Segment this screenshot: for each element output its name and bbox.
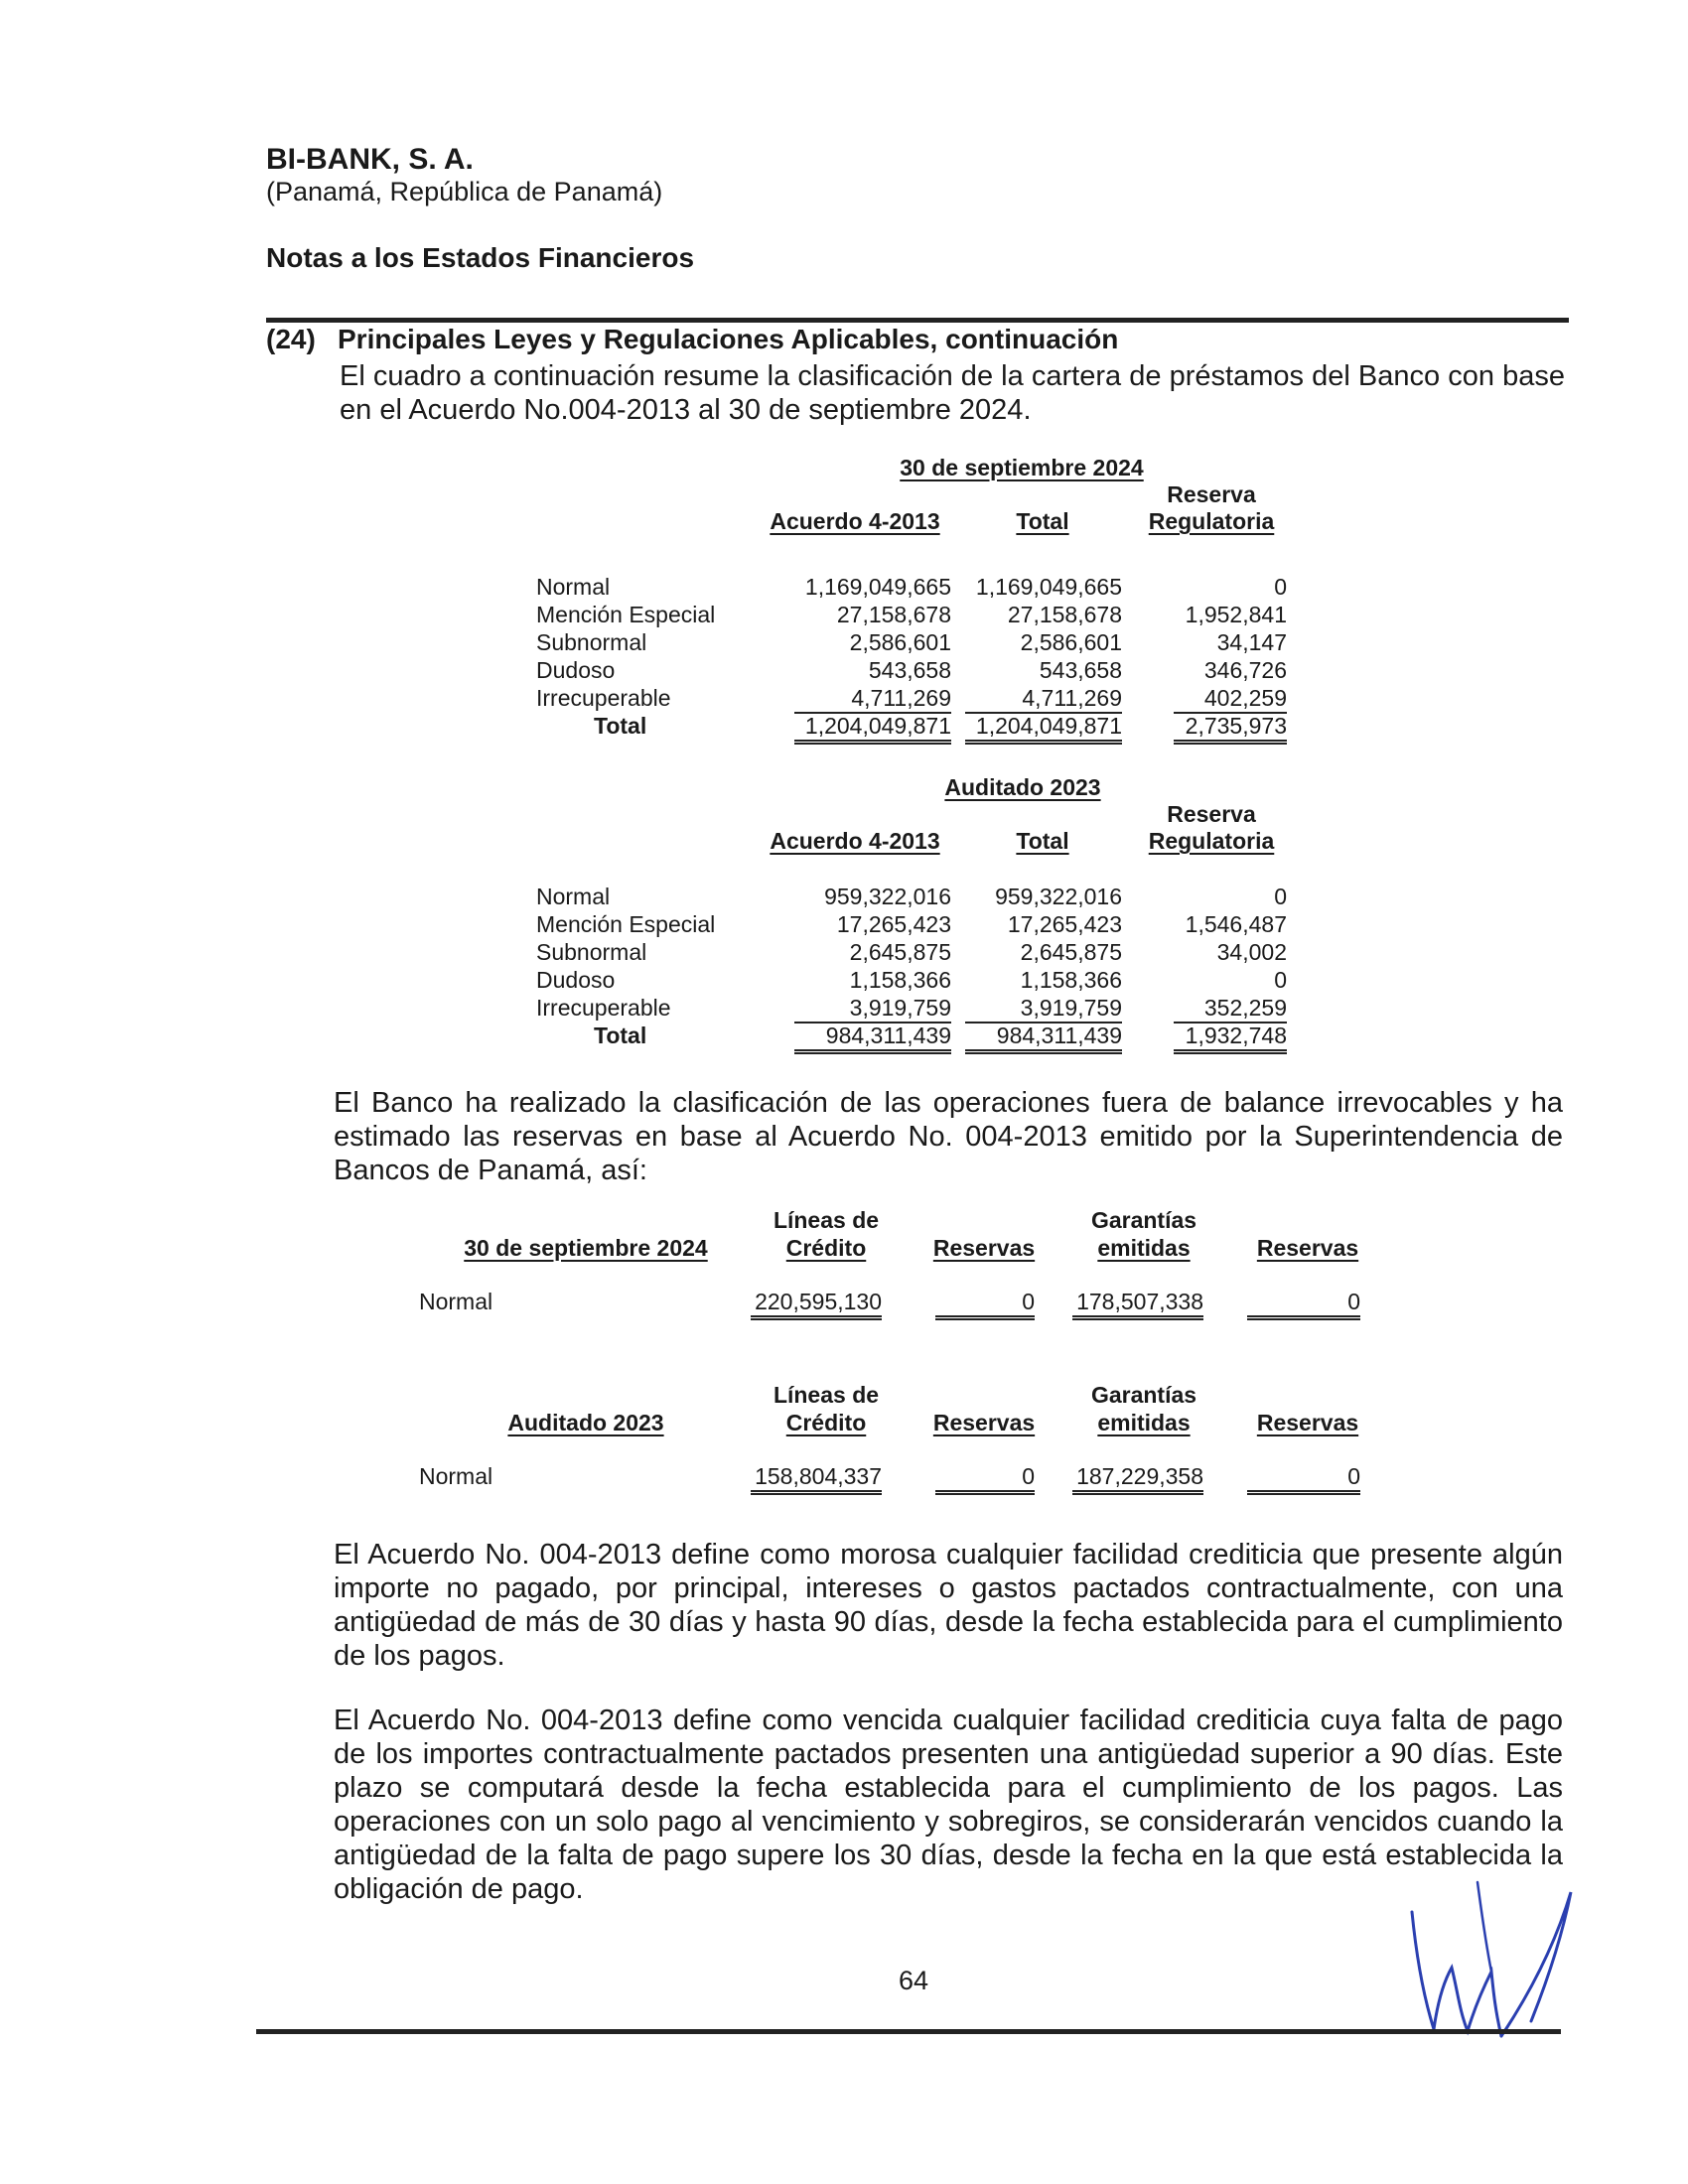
table1-row-acuerdo: 2,586,601	[849, 629, 951, 655]
table4-lineas-line1: Líneas de	[773, 1382, 880, 1408]
table1-row-reserva: 402,259	[1174, 685, 1287, 714]
table2-total-label: Total	[594, 1023, 647, 1048]
notes-title: Notas a los Estados Financieros	[266, 242, 695, 273]
table3-reservas-header: Reservas	[932, 1235, 1036, 1261]
table2-col3-line1: Reserva	[1167, 801, 1256, 827]
table1-row-reserva: 346,726	[1203, 657, 1287, 683]
footer-rule	[256, 2029, 1561, 2034]
table2-row-total: 17,265,423	[1007, 911, 1122, 937]
table3-reservas2-header: Reservas	[1256, 1235, 1359, 1261]
table1-row-label: Dudoso	[536, 657, 616, 683]
table2-row-acuerdo: 959,322,016	[824, 884, 951, 909]
table2-period: Auditado 2023	[944, 774, 1101, 800]
table4-row-garantias: 187,229,358	[1072, 1463, 1203, 1495]
table2-row-label: Normal	[536, 884, 611, 909]
table4-lineas-line2: Crédito	[785, 1410, 867, 1435]
table3-garantias-line2: emitidas	[1097, 1235, 1191, 1261]
table4-reservas2-header: Reservas	[1256, 1410, 1359, 1435]
table1-row-reserva: 0	[1274, 574, 1287, 600]
table2-row-label: Subnormal	[536, 939, 647, 965]
intro-paragraph: El cuadro a continuación resume la clasificación de la cartera de préstamos del Banco con base en el Acuerdo No.004-2013 al 30 de septiembre 2024.	[340, 360, 1565, 426]
table1-row-reserva: 1,952,841	[1185, 602, 1287, 627]
table4-garantias-line1: Garantías	[1090, 1382, 1197, 1408]
table1-total-total: 1,204,049,871	[965, 713, 1122, 745]
table3-row-garantias: 178,507,338	[1072, 1289, 1203, 1320]
table4-period: Auditado 2023	[507, 1410, 664, 1435]
table1-row-total: 1,169,049,665	[975, 574, 1122, 600]
table1-row-acuerdo: 1,169,049,665	[804, 574, 951, 600]
company-location: (Panamá, República de Panamá)	[266, 177, 663, 206]
table1-total-reserva: 2,735,973	[1174, 713, 1287, 745]
table1-col3-line2: Regulatoria	[1148, 508, 1275, 534]
table1-row-label: Subnormal	[536, 629, 647, 655]
table2-total-acuerdo: 984,311,439	[794, 1023, 951, 1054]
table2-total-reserva: 1,932,748	[1174, 1023, 1287, 1054]
table1-total-label: Total	[594, 713, 647, 739]
table1-row-acuerdo: 4,711,269	[794, 685, 951, 714]
table2-row-reserva: 0	[1274, 967, 1287, 993]
table3-row-reservas2: 0	[1247, 1289, 1360, 1320]
table2-col1-header: Acuerdo 4-2013	[770, 828, 940, 854]
table2-row-acuerdo: 17,265,423	[836, 911, 951, 937]
table2-row-total: 3,919,759	[965, 995, 1122, 1024]
table2-row-total: 1,158,366	[1020, 967, 1122, 993]
table2-row-acuerdo: 3,919,759	[794, 995, 951, 1024]
table2-row-reserva: 1,546,487	[1185, 911, 1287, 937]
page-number: 64	[898, 1966, 929, 1995]
table3-lineas-line1: Líneas de	[773, 1207, 880, 1233]
table1-row-total: 27,158,678	[1007, 602, 1122, 627]
table2-total-total: 984,311,439	[965, 1023, 1122, 1054]
table4-row-lineas: 158,804,337	[751, 1463, 882, 1495]
table1-row-acuerdo: 543,658	[868, 657, 951, 683]
table1-row-acuerdo: 27,158,678	[836, 602, 951, 627]
table2-row-label: Mención Especial	[536, 911, 716, 937]
table3-garantias-line1: Garantías	[1090, 1207, 1197, 1233]
table4-reservas-header: Reservas	[932, 1410, 1036, 1435]
table1-total-acuerdo: 1,204,049,871	[794, 713, 951, 745]
table2-row-total: 959,322,016	[995, 884, 1122, 909]
table4-garantias-line2: emitidas	[1097, 1410, 1191, 1435]
table2-row-acuerdo: 2,645,875	[849, 939, 951, 965]
table3-row-reservas: 0	[935, 1289, 1035, 1320]
table2-row-reserva: 0	[1274, 884, 1287, 909]
section-number: (24)	[266, 324, 316, 354]
table4-row-reservas: 0	[935, 1463, 1035, 1495]
table2-row-label: Dudoso	[536, 967, 616, 993]
vencida-paragraph: El Acuerdo No. 004-2013 define como vencida cualquier facilidad crediticia cuya falta de pago de los importes contractualmente pactados presenten una antigüedad superior a 90 días. Este plazo se computará desde la fecha establecida para el cumplimiento de los pagos. Las operaciones con un solo pago al vencimiento y sobregiros, se considerarán vencidos cuando la antigüedad de la falta de pago supere los 30 días, desde la fecha en la que está establecida la obligación de pago.	[334, 1705, 1563, 1905]
table1-row-reserva: 34,147	[1216, 629, 1287, 655]
table2-row-total: 2,645,875	[1020, 939, 1122, 965]
signature-stroke-flourish	[1501, 1892, 1571, 2036]
signature-stroke-main	[1412, 1912, 1501, 2036]
header-rule	[266, 318, 1569, 323]
section-heading	[266, 324, 1118, 355]
table1-col1-header: Acuerdo 4-2013	[770, 508, 940, 534]
table2-row-label: Irrecuperable	[536, 995, 671, 1021]
table1-row-total: 543,658	[1039, 657, 1122, 683]
table1-row-label: Mención Especial	[536, 602, 716, 627]
table1-col2-header: Total	[1016, 508, 1069, 534]
table4-row-label: Normal	[419, 1463, 493, 1489]
morosa-paragraph: El Acuerdo No. 004-2013 define como morosa cualquier facilidad crediticia que presente algún importe no pagado, por principal, intereses o gastos pactados contractualmente, con una antigüedad de más de 30 días y hasta 90 días, desde la fecha establecida para el cumplimiento de los pagos.	[334, 1539, 1563, 1672]
table1-row-label: Normal	[536, 574, 611, 600]
table1-period: 30 de septiembre 2024	[900, 455, 1144, 480]
table1-row-total: 4,711,269	[965, 685, 1122, 714]
signature-image	[1382, 1872, 1581, 2051]
table2-row-reserva: 352,259	[1174, 995, 1287, 1024]
section-title: Principales Leyes y Regulaciones Aplicables, continuación	[338, 324, 1119, 354]
table1-row-total: 2,586,601	[1020, 629, 1122, 655]
table3-lineas-line2: Crédito	[785, 1235, 867, 1261]
table1-col3-line1: Reserva	[1167, 481, 1256, 507]
table1-row-label: Irrecuperable	[536, 685, 671, 711]
table2-col2-header: Total	[1016, 828, 1069, 854]
table4-row-reservas2: 0	[1247, 1463, 1360, 1495]
signature-stroke-top	[1477, 1882, 1491, 1972]
table2-row-acuerdo: 1,158,366	[849, 967, 951, 993]
table3-row-lineas: 220,595,130	[751, 1289, 882, 1320]
table2-col3-line2: Regulatoria	[1148, 828, 1275, 854]
table3-period: 30 de septiembre 2024	[464, 1235, 708, 1261]
company-name: BI-BANK, S. A.	[266, 143, 474, 176]
table2-row-reserva: 34,002	[1216, 939, 1287, 965]
table3-row-label: Normal	[419, 1289, 493, 1314]
offbalance-paragraph: El Banco ha realizado la clasificación de las operaciones fuera de balance irrevocables y ha estimado las reservas en base al Acuerdo No. 004-2013 emitido por la Superintendencia de Bancos de Panamá, así:	[334, 1087, 1563, 1186]
